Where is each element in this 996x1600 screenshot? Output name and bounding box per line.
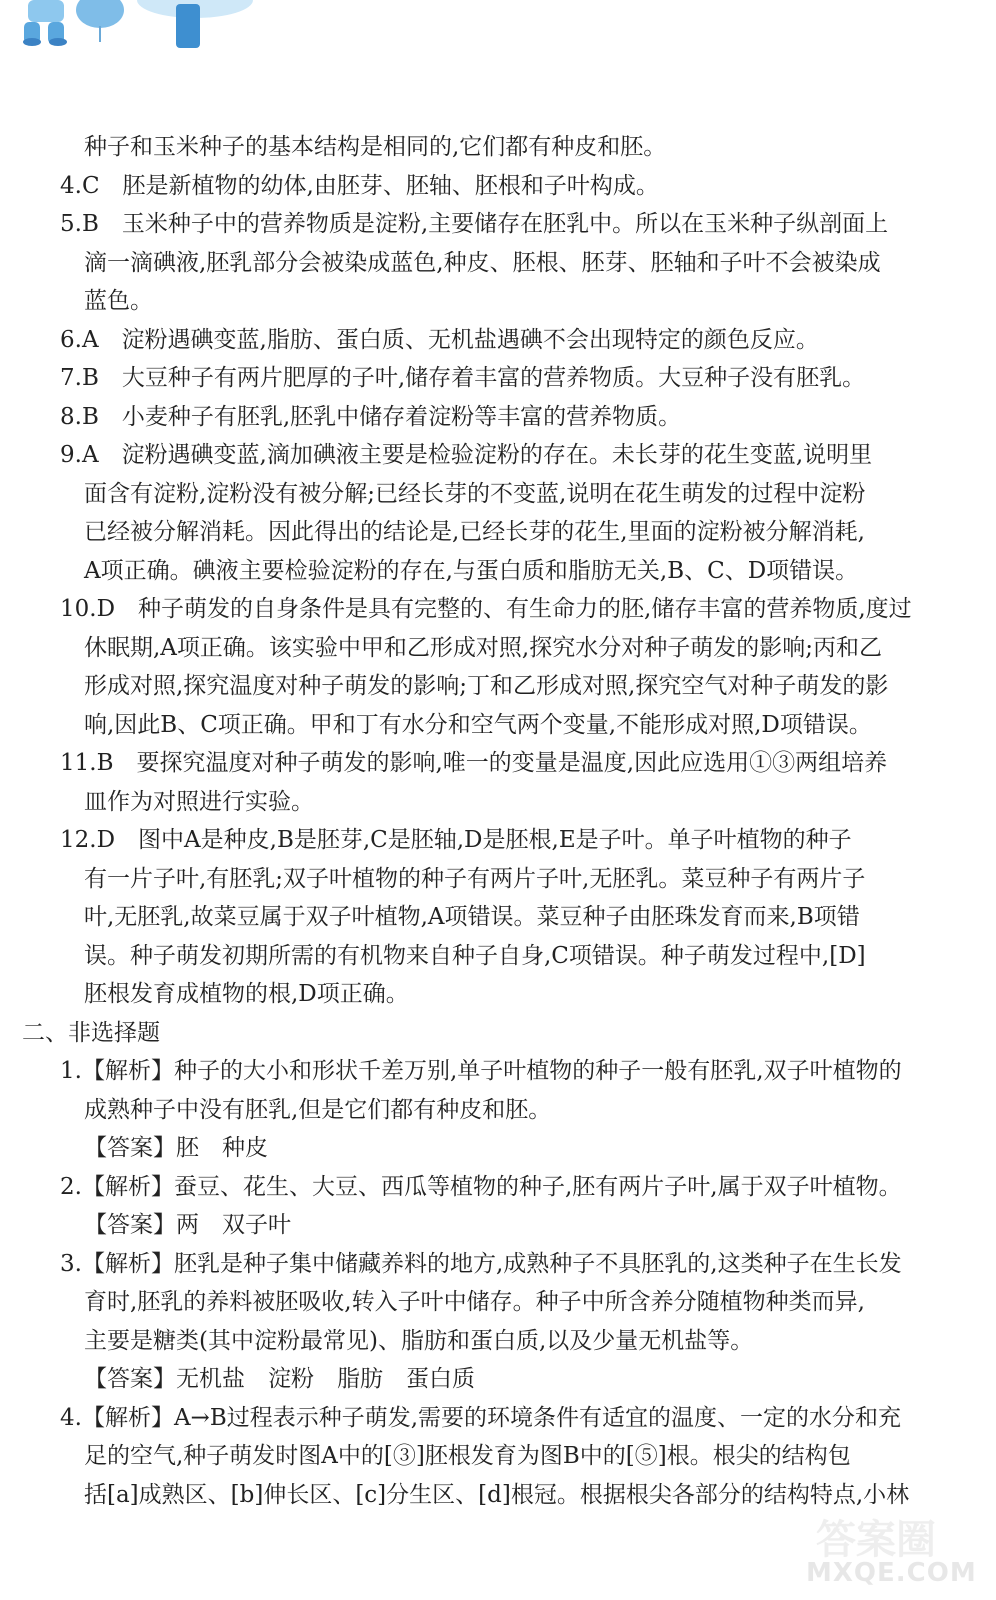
text-line: 3.【解析】胚乳是种子集中储藏养料的地方,成熟种子不具胚乳的,这类种子在生长发 xyxy=(60,1250,902,1277)
text-line: 滴一滴碘液,胚乳部分会被染成蓝色,种皮、胚根、胚芽、胚轴和子叶不会被染成 xyxy=(84,249,881,276)
text-line: 有一片子叶,有胚乳;双子叶植物的种子有两片子叶,无胚乳。菜豆种子有两片子 xyxy=(84,865,866,892)
text-line: 9.A 淀粉遇碘变蓝,滴加碘液主要是检验淀粉的存在。未长芽的花生变蓝,说明里 xyxy=(60,442,873,468)
text-line: 4.【解析】A→B过程表示种子萌发,需要的环境条件有适宜的温度、一定的水分和充 xyxy=(60,1404,902,1431)
text-line: 响,因此B、C项正确。甲和丁有水分和空气两个变量,不能形成对照,D项错误。 xyxy=(84,711,872,738)
text-line: 种子和玉米种子的基本结构是相同的,它们都有种皮和胚。 xyxy=(84,134,667,160)
text-line: 12.D 图中A是种皮,B是胚芽,C是胚轴,D是胚根,E是子叶。单子叶植物的种子 xyxy=(60,827,852,853)
text-line: 已经被分解消耗。因此得出的结论是,已经长芽的花生,里面的淀粉被分解消耗, xyxy=(84,519,865,545)
answer-line: 【答案】两 双子叶 xyxy=(84,1212,291,1238)
answer-line: 【答案】无机盐 淀粉 脂肪 蛋白质 xyxy=(84,1366,475,1392)
text-line: 7.B 大豆种子有两片肥厚的子叶,储存着丰富的营养物质。大豆种子没有胚乳。 xyxy=(60,365,866,391)
text-line: 2.【解析】蚕豆、花生、大豆、西瓜等植物的种子,胚有两片子叶,属于双子叶植物。 xyxy=(60,1173,902,1200)
text-line: 11.B 要探究温度对种子萌发的影响,唯一的变量是温度,因此应选用①③两组培养 xyxy=(60,750,888,776)
tag-icon xyxy=(176,4,200,48)
watermark xyxy=(806,1508,976,1588)
watermark-url: MXQE.COM xyxy=(806,1558,977,1588)
lantern-icon xyxy=(76,0,124,42)
text-line: 括[a]成熟区、[b]伸长区、[c]分生区、[d]根冠。根据根尖各部分的结构特点,小林 xyxy=(84,1481,910,1508)
text-line: 成熟种子中没有胚乳,但是它们都有种皮和胚。 xyxy=(84,1096,552,1123)
text-line: 主要是糖类(其中淀粉最常见)、脂肪和蛋白质,以及少量无机盐等。 xyxy=(84,1327,754,1354)
text-line: 10.D 种子萌发的自身条件是具有完整的、有生命力的胚,储存丰富的营养物质,度过 xyxy=(60,596,912,622)
section-heading: 二、非选择题 xyxy=(22,1019,160,1046)
blue-figure-icon xyxy=(23,0,67,46)
text-line: 足的空气,种子萌发时图A中的[③]胚根发育为图B中的[⑤]根。根尖的结构包 xyxy=(84,1443,851,1469)
watermark-logo-text: 答案圈 xyxy=(816,1517,936,1563)
answer-text xyxy=(22,128,972,1514)
text-line: 6.A 淀粉遇碘变蓝,脂肪、蛋白质、无机盐遇碘不会出现特定的颜色反应。 xyxy=(60,326,819,353)
text-line: 1.【解析】种子的大小和形状千差万别,单子叶植物的种子一般有胚乳,双子叶植物的 xyxy=(60,1058,902,1084)
text-line: 8.B 小麦种子有胚乳,胚乳中储存着淀粉等丰富的营养物质。 xyxy=(60,403,682,430)
answer-line: 【答案】胚 种皮 xyxy=(84,1135,268,1161)
text-line: 4.C 胚是新植物的幼体,由胚芽、胚轴、胚根和子叶构成。 xyxy=(60,172,659,199)
text-line: 面含有淀粉,淀粉没有被分解;已经长芽的不变蓝,说明在花生萌发的过程中淀粉 xyxy=(84,480,866,507)
text-line: 蓝色。 xyxy=(84,288,153,314)
text-line: 叶,无胚乳,故菜豆属于双子叶植物,A项错误。菜豆种子由胚珠发育而来,B项错 xyxy=(84,904,860,930)
text-line: 育时,胚乳的养料被胚吸收,转入子叶中储存。种子中所含养分随植物种类而异, xyxy=(84,1289,865,1315)
text-line: 皿作为对照进行实验。 xyxy=(84,788,314,815)
text-line: 误。种子萌发初期所需的有机物来自种子自身,C项错误。种子萌发过程中,[D] xyxy=(84,942,866,969)
text-line: 胚根发育成植物的根,D项正确。 xyxy=(84,981,409,1007)
text-line: 形成对照,探究温度对种子萌发的影响;丁和乙形成对照,探究空气对种子萌发的影 xyxy=(84,673,889,699)
text-line: 休眠期,A项正确。该实验中甲和乙形成对照,探究水分对种子萌发的影响;丙和乙 xyxy=(84,634,882,661)
header-decoration xyxy=(0,0,260,70)
text-line: A项正确。碘液主要检验淀粉的存在,与蛋白质和脂肪无关,B、C、D项错误。 xyxy=(84,557,859,584)
text-line: 5.B 玉米种子中的营养物质是淀粉,主要储存在胚乳中。所以在玉米种子纵剖面上 xyxy=(60,211,889,237)
